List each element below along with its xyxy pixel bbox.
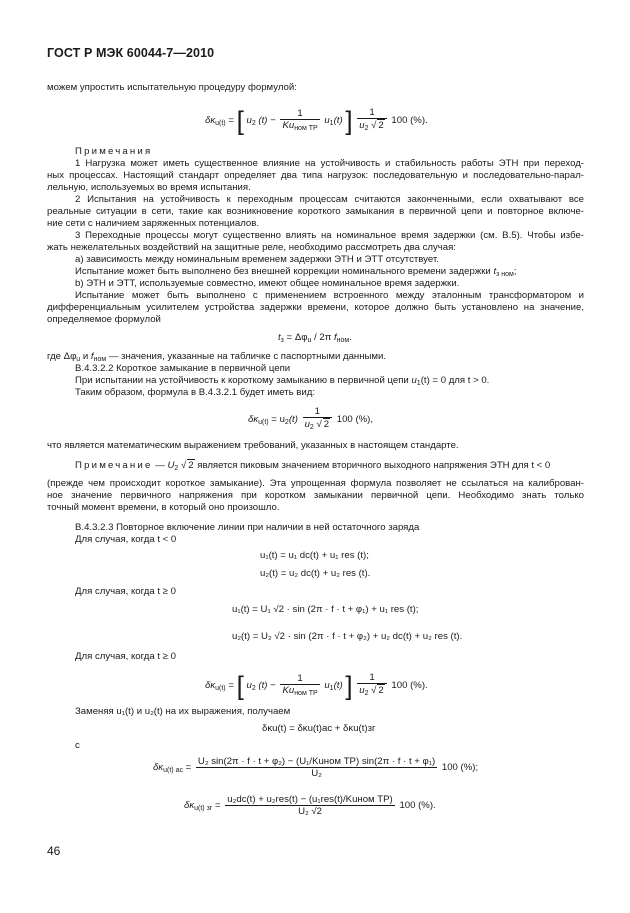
- with-line: с: [75, 740, 80, 751]
- note-3-item-b-test-3: определяемое формулой: [47, 314, 161, 325]
- note-3-item-b-test-2: дифференциальным усилителем устройства задержки времени, которое должно быть установлено на значение,: [47, 302, 584, 313]
- formula-7: δκu(t) = δκu(t)ac + δκu(t)зг: [262, 723, 376, 734]
- case-t-less-0: Для случая, когда t < 0: [75, 534, 177, 545]
- note-2-line-1: 2 Испытания на устойчивость к переходным процессам считаются законченными, если охватывают все: [75, 194, 584, 205]
- formula-5a: u₁(t) = U₁ √2 · sin (2π · f · t + φ₁) + u₁ res (t);: [232, 604, 419, 615]
- note-single-line-1: Примечание — $U_2$ √ 2 является пиковым значением вторичного выходного напряжения ЭТН для t < 0: [75, 460, 551, 472]
- where-line: где $\Delta\varphi_u$ и $f_{ном}$ — значения, указанные на табличке с паспортными данными.: [47, 351, 387, 363]
- formula-4b: u₂(t) = u₂ dc(t) + u₂ res (t).: [260, 568, 371, 579]
- thus-line: Таким образом, формула в В.4.3.2.1 будет иметь вид:: [75, 387, 315, 398]
- note-single-line-2: (прежде чем происходит короткое замыкание). Эта упрощенная формула позволяет не ссылаться на калиброван-: [47, 478, 584, 489]
- section-b4322-heading: В.4.3.2.2 Короткое замыкание в первичной цепи: [75, 363, 291, 374]
- note-3-item-b: b) ЭТН и ЭТТ, используемые совместно, имеют общее номинальное время задержки.: [75, 278, 460, 289]
- formula-5b: u₂(t) = U₂ √2 · sin (2π · f · t + φ₂) + u₂ dc(t) + u₂ res (t).: [232, 631, 463, 642]
- formula-9: $\delta\kappa_{u(t) зг}$ = $\frac{\text{u₂dc(t) + u₂res(t) − (u₁res(t)/Kuном ТР)}}{\text{U₂ √2}}$ 100 (%).: [184, 794, 436, 817]
- note-3-line-1: 3 Переходные процессы могут существенно влиять на номинальное время задержки (см. В.5). Чтобы избе-: [75, 230, 584, 241]
- note-1-line-2: ных процессах. Настоящий стандарт определяет два типа нагрузок: последовательную и последовательно-парал-: [47, 170, 584, 181]
- note-2-line-3: ние сети с наличием заряженных потенциалов.: [47, 218, 259, 229]
- section-b4323-heading: В.4.3.2.3 Повторное включение линии при наличии в ней остаточного заряда: [75, 522, 420, 533]
- case-t-ge-0-2: Для случая, когда t ≥ 0: [75, 651, 176, 662]
- formula-6: $\delta\kappa_{u(t)}$ = [ $u_2$ (t) − $\frac{1}{Ku_{ном ТР}}$ $u_1(t)$ ] $\frac{1}{u_2 √ 2}$ 100 (%).: [205, 670, 428, 701]
- note-single-line-3: ное значение первичного напряжения при коротком замыкании первичной цепи. Необходимо знать только: [47, 490, 584, 501]
- note-single-line-4: точный момент времени, в который оно произошло.: [47, 502, 280, 513]
- note-2-line-2: реальные ситуации в сети, такие как возникновение короткого замыкания в первичной цепи и повторное включе-: [47, 206, 584, 217]
- note-3-item-a-test: Испытание может быть выполнено без внешней коррекции номинального времени задержки $t_{з ном}$;: [75, 266, 517, 278]
- note-1-line-3: лельную, используемых во время испытания.: [47, 182, 251, 193]
- math-expression-line: что является математическим выражением требований, указанных в настоящем стандарте.: [47, 440, 459, 451]
- formula-8: $\delta\kappa_{u(t) ac}$ = $\frac{\text{U₂ sin(2π · f · t + φ₂) − (U₁/Kuном ТР) sin(2π · f · t + φ₁)}}{\text{U₂}}$ 100 (%);: [153, 756, 479, 779]
- page-number: 46: [47, 844, 61, 858]
- note-3-item-a: а) зависимость между номинальным временем задержки ЭТН и ЭТТ отсутствует.: [75, 254, 439, 265]
- replacing-line: Заменяя u₁(t) и u₂(t) на их выражения, получаем: [75, 706, 291, 717]
- intro-text: можем упростить испытательную процедуру формулой:: [47, 82, 297, 93]
- case-t-ge-0-1: Для случая, когда t ≥ 0: [75, 586, 176, 597]
- formula-3: $\delta\kappa_{u(t)} = u_2(t)$ $\frac{1}{u_2 √ 2}$ 100 (%),: [248, 406, 374, 431]
- note-1-line-1: 1 Нагрузка может иметь существенное влияние на устойчивость и стабильность работы ЭТН при переход-: [75, 158, 584, 169]
- formula-4a: u₁(t) = u₁ dc(t) + u₁ res (t);: [260, 550, 369, 561]
- note-3-line-2: жать нежелательных воздействий на защитные реле, необходимо рассмотреть два случая:: [47, 242, 456, 253]
- notes-heading: Примечания: [75, 146, 153, 157]
- document-header: ГОСТ Р МЭК 60044-7—2010: [47, 46, 215, 60]
- note-3-item-b-test-1: Испытание может быть выполнено с применением встроенного между эталонным трансформатором и: [75, 290, 584, 301]
- formula-1: $\delta\kappa_{u(t)}$ = [ $u_2$ (t) − $\frac{1}{Ku_{ном ТР}}$ $u_1(t)$ ] $\frac{1}{u_2 √ 2}$ 100 (%).: [205, 105, 428, 136]
- formula-2: $t_з = \Delta\varphi_u / 2\pi$ $f_{ном}$.: [278, 332, 352, 344]
- section-b4322-text: При испытании на устойчивость к короткому замыканию в первичной цепи $u_1(t) = 0$ для t > 0.: [75, 375, 490, 387]
